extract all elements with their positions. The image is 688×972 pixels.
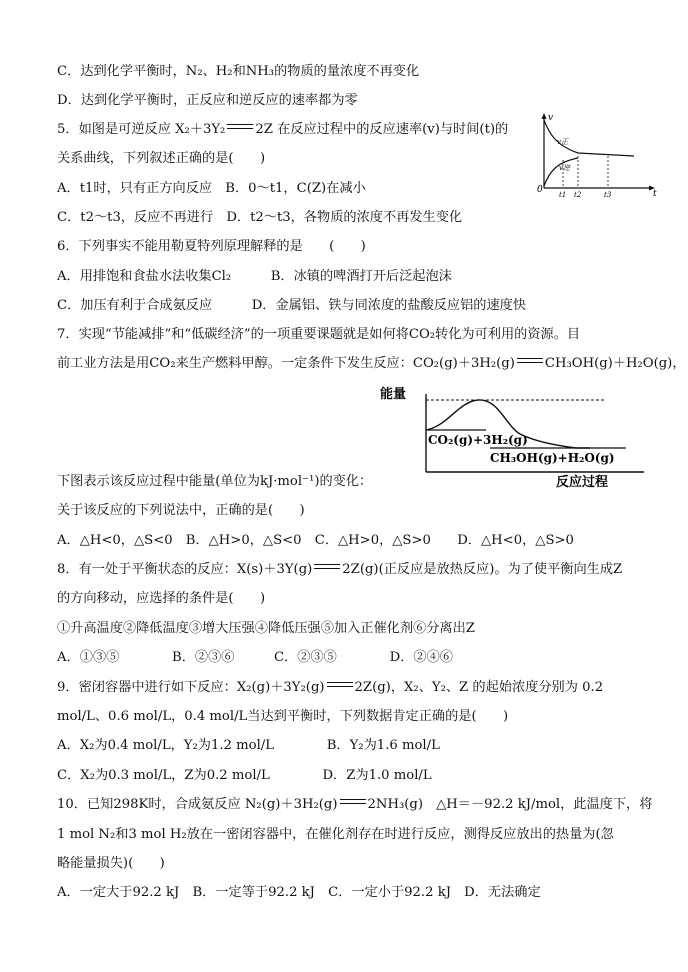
q7-question: 关于该反应的下列说法中，正确的是( ) — [57, 503, 305, 518]
y-axis-arrow-icon — [542, 113, 547, 119]
q7-stem-line1: 7．实现“节能减排”和“低碳经济”的一项重要课题就是如何将CO₂转化为可利用的资源。目 — [57, 327, 581, 342]
q9-stem-line1: 9．密闭容器中进行如下反应：X₂(g)＋3Y₂(g) 2Z(g)，X₂、Y₂、Z 的起始浓度分别为 0.2 — [57, 680, 604, 695]
energy-diagram — [360, 382, 660, 490]
q10-stem-line2: 1 mol N₂和3 mol H₂放在一密闭容器中，在催化剂存在时进行反应，测得反应放出的热量为(忽 — [57, 827, 614, 842]
equilibrium-arrow-icon — [314, 562, 340, 572]
q4-option-c: C．达到化学平衡时，N₂、H₂和NH₃的物质的量浓度不再变化 — [57, 64, 420, 79]
t2-label: t2 — [574, 191, 582, 199]
product-label: CH₃OH(g)+H₂O(g) — [490, 451, 615, 465]
equilibrium-arrow-icon — [340, 797, 366, 807]
y-axis-label: v — [548, 113, 554, 123]
q8-stem-line2: 的方向移动，应选择的条件是( ) — [57, 591, 266, 606]
forward-rate-label: v正 — [557, 138, 568, 146]
q6-stem: 6．下列事实不能用勒夏特列原理解释的是 ( ) — [57, 239, 366, 254]
q10-stem-line1: 10．已知298K时，合成氨反应 N₂(g)＋3H₂(g) 2NH₃(g) △H＝－92.2 kJ/mol，此温度下，将 — [57, 797, 653, 812]
origin-label: 0 — [537, 185, 543, 195]
equilibrium-arrow-icon — [227, 122, 253, 132]
q9-options-ab: A．X₂为0.4 mol/L，Y₂为1.2 mol/L B．Y₂为1.6 mol/L — [57, 738, 440, 753]
q10-stem-line3: 略能量损失)( ) — [57, 856, 165, 871]
q5-stem-line1: 5．如图是可逆反应 X₂＋3Y₂ 2Z 在反应过程中的反应速率(v)与时间(t)的 — [57, 122, 509, 137]
equilibrium-arrow-icon — [517, 356, 543, 366]
q7-stem-line2: 前工业方法是用CO₂来生产燃料甲醇。一定条件下发生反应：CO₂(g)＋3H₂(g) CH₃OH(g)＋H₂O(g)， — [57, 356, 686, 371]
energy-axis-label: 能量 — [380, 387, 407, 402]
q6-options-ab: A．用排饱和食盐水法收集Cl₂ B．冰镇的啤酒打开后泛起泡沫 — [57, 269, 452, 284]
q8-conditions: ①升高温度②降低温度③增大压强④降低压强⑤加入正催化剂⑥分离出Z — [57, 621, 475, 636]
q7-stem-line3: 下图表示该反应过程中能量(单位为kJ·mol⁻¹)的变化： — [57, 474, 373, 489]
q6-options-cd: C．加压有利于合成氨反应 D．金属铝、铁与同浓度的盐酸反应铝的速度快 — [57, 298, 527, 313]
q8-stem-line1: 8．有一处于平衡状态的反应：X(s)＋3Y(g) 2Z(g)(正反应是放热反应)。为了使平衡向生成Z — [57, 562, 623, 577]
q9-options-cd: C．X₂为0.3 mol/L，Z为0.2 mol/L D．Z为1.0 mol/L — [57, 768, 432, 783]
equilibrium-arrow-icon — [327, 680, 353, 690]
reverse-rate-label: v逆 — [559, 164, 570, 172]
q10-options: A．一定大于92.2 kJ B．一定等于92.2 kJ C．一定小于92.2 kJ D．无法确定 — [57, 885, 541, 900]
reactant-label: CO₂(g)+3H₂(g) — [428, 433, 528, 447]
reverse-rate-curve — [544, 158, 578, 186]
t3-label: t3 — [604, 191, 612, 199]
t1-label: t1 — [559, 191, 567, 199]
q5-options-cd: C．t2～t3，反应不再进行 D．t2～t3，各物质的浓度不再发生变化 — [57, 210, 463, 225]
progress-axis-label: 反应过程 — [556, 475, 609, 490]
q8-options: A．①③⑤ B．②③⑥ C．②③⑤ D．②④⑥ — [57, 650, 453, 665]
q4-option-d: D．达到化学平衡时，正反应和逆反应的速率都为零 — [57, 93, 358, 108]
q7-options: A．△H<0，△S<0 B．△H>0，△S<0 C．△H>0，△S>0 D．△H<0，△S>0 — [57, 533, 574, 548]
q5-options-ab: A．t1时，只有正方向反应 B．0～t1，C(Z)在减小 — [57, 181, 366, 196]
q9-stem-line2: mol/L、0.6 mol/L，0.4 mol/L当达到平衡时，下列数据肯定正确的是( ) — [57, 709, 509, 724]
q5-stem-line2: 关系曲线，下列叙述正确的是( ) — [57, 151, 266, 166]
rate-time-figure — [534, 110, 660, 198]
x-axis-label: t — [653, 189, 657, 199]
